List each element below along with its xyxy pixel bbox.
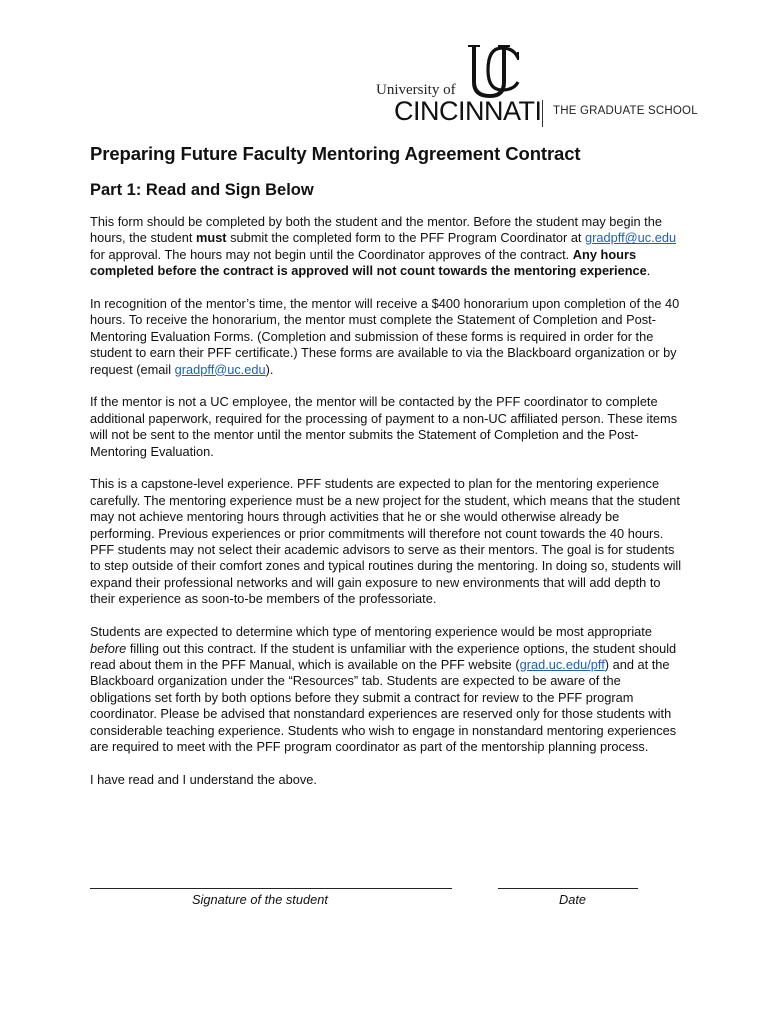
paragraph-acknowledgement: I have read and I understand the above. bbox=[90, 771, 317, 787]
student-signature-line[interactable] bbox=[90, 878, 452, 889]
email-link[interactable]: gradpff@uc.edu bbox=[174, 361, 266, 377]
paragraph-capstone: This is a capstone-level experience. PFF students are expected to plan for the mentoring experience carefully. The mentoring experience must be a new project for the student, which means that the student may not achieve mentoring hours through activities that he or she would otherwise already be performing. Previous experiences or prior commitments will therefore not count towards the 40 hours. PFF students may not select their academic advisors to serve as their mentors. The goal is for students to step outside of their comfort zones and typical routines during the mentoring. In doing so, students will expand their professional networks and will gain exposure to new environments that will add depth to their experience as soon-to-be members of the professoriate. bbox=[90, 476, 682, 607]
logo-divider bbox=[542, 100, 543, 127]
text: Students are expected to determine which type of mentoring experience would be most appropriate bbox=[90, 624, 652, 640]
part-heading: Part 1: Read and Sign Below bbox=[90, 181, 314, 199]
text: for approval. The hours may not begin until the Coordinator approves of the contract. bbox=[90, 246, 573, 262]
document-title: Preparing Future Faculty Mentoring Agreement Contract bbox=[90, 143, 581, 164]
emphasis-must: must bbox=[196, 230, 227, 246]
text: submit the completed form to the PFF Program Coordinator at bbox=[226, 230, 586, 246]
student-signature-label: Signature of the student bbox=[192, 892, 328, 907]
uc-graduate-school-logo bbox=[372, 44, 698, 128]
text: filling out this contract. If the student is unfamiliar with the experience options, the student should read about them in the PFF Manual, which is available on the PFF website ( bbox=[90, 640, 677, 672]
text: This form should be completed by both the student and the mentor. Before the student may begin the hours, the student bbox=[90, 214, 662, 246]
uc-logo-mark-icon bbox=[460, 44, 522, 100]
university-name: CINCINNATI bbox=[394, 96, 542, 126]
signature-block bbox=[90, 878, 650, 918]
text: . bbox=[646, 263, 651, 279]
paragraph-experience-type bbox=[90, 624, 682, 755]
emphasis-warning: Any hours completed before the contract is approved will not count towards the mentoring experience bbox=[90, 246, 647, 279]
paragraph-non-uc-mentor: If the mentor is not a UC employee, the mentor will be contacted by the PFF coordinator to complete additional paperwork, required for the processing of payment to a non-UC affiliated person. These items will not be sent to the mentor until the mentor submits the Statement of Completion and the Post-Mentoring Evaluation. bbox=[90, 394, 678, 459]
text: ). bbox=[265, 361, 274, 377]
emphasis-before: before bbox=[90, 640, 127, 656]
date-label: Date bbox=[559, 892, 587, 907]
paragraph-honorarium bbox=[90, 296, 682, 378]
pff-website-link[interactable]: grad.uc.edu/pff bbox=[519, 656, 605, 672]
text: ) and at the Blackboard organization under the “Resources” tab. Students are expected to be aware of the obligations set forth by both options before they submit a contract for review to the PFF program coordinator. Please be advised that nonstandard experiences are reserved only for those students with considerable teaching experience. Students who wish to engage in nonstandard mentoring experiences are required to meet with the PFF program coordinator as part of the mentorship planning process. bbox=[90, 656, 677, 754]
university-prefix: University of bbox=[376, 82, 456, 98]
email-link[interactable]: gradpff@uc.edu bbox=[585, 230, 677, 246]
school-name: THE GRADUATE SCHOOL bbox=[553, 105, 698, 117]
document-body bbox=[90, 143, 682, 805]
paragraph-submission bbox=[90, 214, 682, 280]
date-line[interactable] bbox=[498, 878, 638, 889]
text: In recognition of the mentor’s time, the mentor will receive a $400 honorarium upon completion of the 40 hours. To receive the honorarium, the mentor must complete the Statement of Completion and Post-Mentoring Evaluation Forms. (Completion and submission of these forms is required in order for the student to earn their PFF certificate.) These forms are available to via the Blackboard organization or by request (email bbox=[90, 296, 680, 377]
